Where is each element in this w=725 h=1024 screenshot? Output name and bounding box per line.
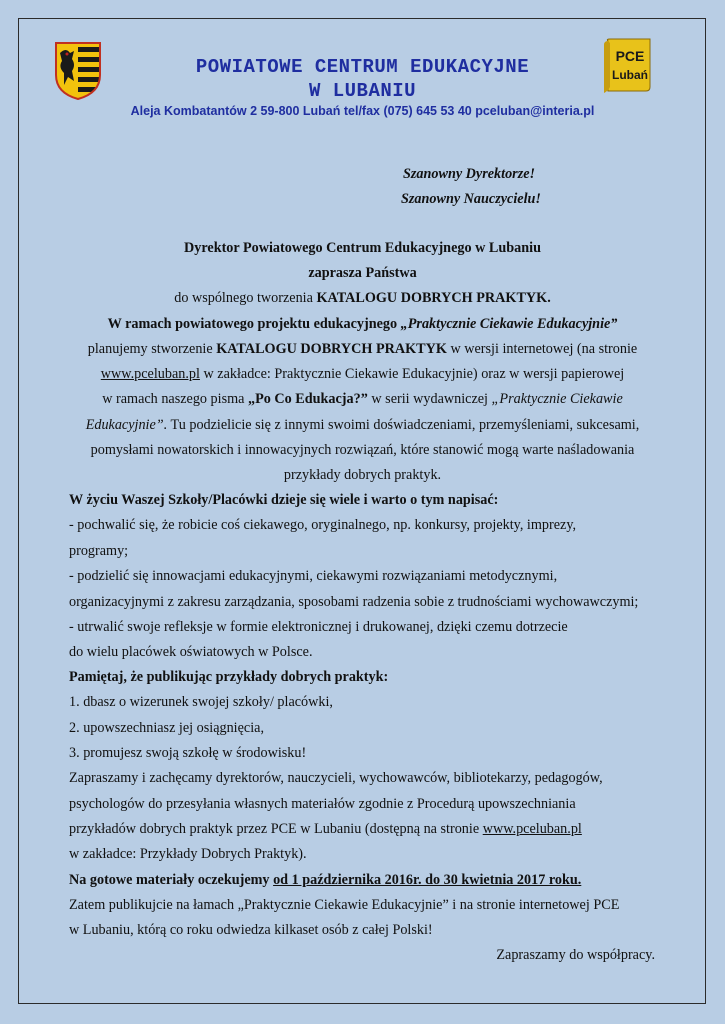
intro-line-2: zaprasza Państwa (308, 265, 417, 281)
closing-line-5: Zatem publikujcie na łamach „Praktycznie Ciekawie Edukacyjnie” i na stronie internetowej PCE (69, 897, 620, 913)
closing-line-2: psychologów do przesyłania własnych materiałów zgodnie z Procedurą upowszechniania (69, 796, 576, 812)
greeting-teacher: Szanowny Nauczycielu! (401, 191, 541, 207)
website-link[interactable]: www.pceluban.pl (100, 366, 200, 382)
institution-title-line1: POWIATOWE CENTRUM EDUKACYJNE (195, 56, 530, 78)
website-link[interactable]: www.pceluban.pl (482, 821, 582, 837)
intro-line-3: do wspólnego tworzenia KATALOGU DOBRYCH PRAKTYK. (174, 290, 551, 306)
greeting-director: Szanowny Dyrektorze! (403, 166, 536, 182)
section1-line: organizacyjnymi z zakresu zarządzania, sposobami radzenia sobie z trudnościami wychowawczymi; (69, 594, 639, 610)
closing-line-1: Zapraszamy i zachęcamy dyrektorów, nauczycieli, wychowawców, bibliotekarzy, pedagogów, (69, 770, 603, 786)
intro-line-5: planujemy stworzenie KATALOGU DOBRYCH PRAKTYK w wersji internetowej (na stronie (87, 341, 638, 357)
section1-heading: W życiu Waszej Szkoły/Placówki dzieje się wiele i warto o tym napisać: (69, 492, 499, 508)
closing-line-4: w zakładce: Przykłady Dobrych Praktyk). (69, 846, 307, 862)
closing-line-6: w Lubaniu, którą co roku odwiedza kilkaset osób z całej Polski! (69, 922, 433, 938)
intro-line-4: W ramach powiatowego projektu edukacyjnego „Praktycznie Ciekawie Edukacyjnie” (107, 316, 618, 332)
intro-line-10: przykłady dobrych praktyk. (283, 467, 442, 483)
intro-line-9: pomysłami nowatorskich i innowacyjnych rozwiązań, które stanowić mogą warte naśladowania (90, 442, 635, 458)
logo-text-luban: Lubań (612, 68, 648, 82)
contact-address: Aleja Kombatantów 2 59-800 Lubań tel/fax (075) 645 53 40 pceluban@interia.pl (130, 104, 595, 118)
list-item: 1. dbasz o wizerunek swojej szkoły/ placówki, (69, 694, 333, 710)
list-item: 2. upowszechniasz jej osiągnięcia, (69, 720, 265, 736)
section1-line: programy; (69, 543, 129, 559)
institution-title-line2: W LUBANIU (308, 80, 417, 102)
section2-heading: Pamiętaj, że publikując przykłady dobrych praktyk: (69, 669, 389, 685)
intro-line-8: Edukacyjnie”. Tu podzielicie się z innymi swoimi doświadczeniami, przemyśleniami, sukcesami, (85, 417, 640, 433)
list-item: 3. promujesz swoją szkołę w środowisku! (69, 745, 307, 761)
intro-line-7: w ramach naszego pisma „Po Co Edukacja?” w serii wydawniczej „Praktycznie Ciekawie (102, 391, 623, 407)
closing-line-3: przykładów dobrych praktyk przez PCE w Lubaniu (dostępną na stronie www.pceluban.pl (69, 821, 582, 837)
intro-line-6: www.pceluban.pl w zakładce: Praktycznie Ciekawie Edukacyjnie) oraz w wersji papierowej (100, 366, 625, 382)
section1-line: do wielu placówek oświatowych w Polsce. (69, 644, 313, 660)
section1-line: - podzielić się innowacjami edukacyjnymi, ciekawymi rozwiązaniami metodycznymi, (69, 568, 558, 584)
deadline-line: Na gotowe materiały oczekujemy od 1 października 2016r. do 30 kwietnia 2017 roku. (69, 872, 582, 888)
logo-text-pce: PCE (615, 48, 645, 64)
intro-line-1: Dyrektor Powiatowego Centrum Edukacyjnego w Lubaniu (184, 240, 541, 256)
section1-line: - utrwalić swoje refleksje w formie elektronicznej i drukowanej, dzięki czemu dotrzecie (69, 619, 568, 635)
section1-line: - pochwalić się, że robicie coś ciekawego, oryginalnego, np. konkursy, projekty, imprezy, (69, 517, 577, 533)
signoff: Zapraszamy do współpracy. (496, 947, 655, 963)
